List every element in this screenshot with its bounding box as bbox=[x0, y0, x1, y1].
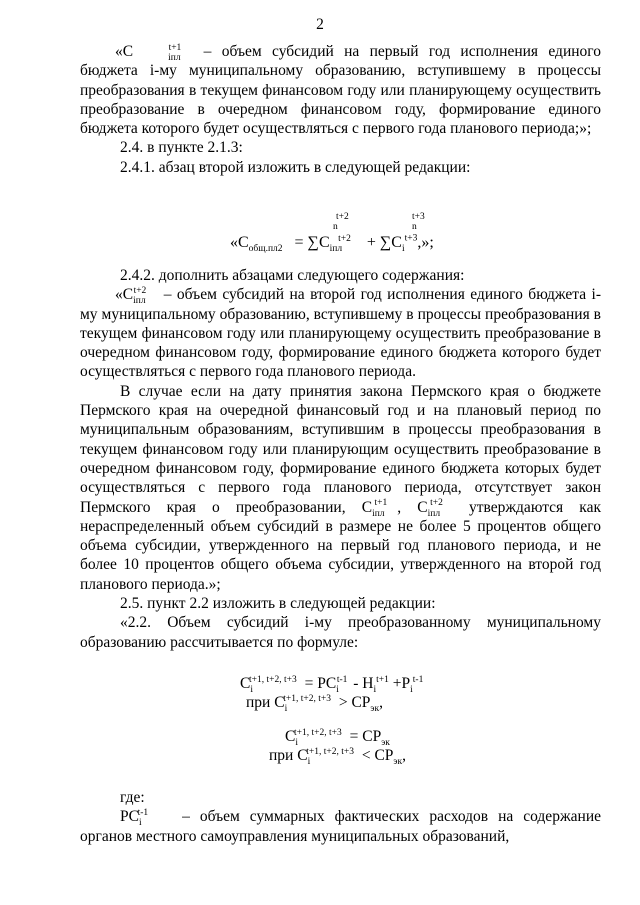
text: В случае если на дату принятия закона Пермского края о бюджете Пермского края на очередной финансовый год и на плановый период по муниципальным образованиям, вступившим в процессы преобразования в текущем финансовом году или планирующим осуществить преобразование в очередном финансовом году, формирование единого бюджета которых будет осуществляться с первого года планового периода, отсутствует закон Пермского края о преобразовании, C bbox=[80, 382, 601, 516]
text: < CP bbox=[357, 747, 394, 764]
text: = PC bbox=[300, 675, 337, 692]
paragraph-2-4-1: 2.4.1. абзац второй изложить в следующей редакции: bbox=[120, 158, 471, 176]
superscript: t+1, t+2, t+3 bbox=[248, 674, 297, 685]
text: - H bbox=[349, 675, 374, 692]
superscript: t-1 bbox=[137, 808, 149, 819]
paragraph-2-5: 2.5. пункт 2.2 изложить в следующей редакции: bbox=[120, 595, 436, 613]
superscript: t+1 bbox=[376, 674, 389, 685]
paragraph-2-4: 2.4. в пункте 2.1.3: bbox=[120, 139, 243, 157]
text: PC bbox=[120, 808, 139, 826]
subscript: iпл bbox=[372, 508, 385, 519]
subscript: эк bbox=[370, 704, 380, 715]
superscript: t+1, t+2, t+3 bbox=[306, 746, 354, 757]
text: = CP bbox=[345, 728, 382, 745]
subscript: iпл bbox=[168, 53, 181, 64]
subscript: i bbox=[284, 704, 288, 715]
subscript: iпл bbox=[133, 296, 146, 307]
sum1-upper: t+2 bbox=[336, 212, 349, 222]
text: «C bbox=[115, 286, 134, 304]
text: при C bbox=[246, 694, 285, 711]
superscript: t+2 bbox=[338, 233, 351, 244]
superscript: t+1, t+2, t+3 bbox=[283, 693, 331, 704]
paragraph-2-2: «2.2. Объем субсидий i-му преобразованному муниципальному образованию рассчитывается по формуле: bbox=[80, 614, 601, 651]
text: +P bbox=[388, 675, 411, 692]
text: ,»; bbox=[417, 234, 434, 251]
text: – объем суммарных фактических расходов на содержание органов местного самоуправления муниципальных образований, bbox=[80, 808, 601, 845]
paragraph-c-t1-definition bbox=[80, 42, 601, 138]
text: , bbox=[379, 694, 383, 711]
subscript: эк bbox=[381, 738, 390, 749]
superscript: t+2 bbox=[430, 498, 443, 509]
formula-sum bbox=[230, 212, 530, 262]
text: > CP bbox=[334, 694, 371, 711]
superscript: t+3 bbox=[404, 233, 418, 244]
sum2-n: n bbox=[412, 222, 417, 232]
subscript: i bbox=[138, 818, 142, 829]
text: , bbox=[402, 747, 406, 764]
subscript: общ.пл2 bbox=[248, 244, 283, 255]
subscript: iпл bbox=[329, 244, 343, 255]
superscript: t-1 bbox=[412, 674, 424, 685]
subscript: i bbox=[336, 685, 339, 696]
text: «С bbox=[230, 234, 249, 251]
subscript: i bbox=[410, 685, 413, 696]
sum2-upper: t+3 bbox=[412, 212, 425, 222]
text: C bbox=[240, 675, 251, 692]
text: = ∑С bbox=[294, 234, 330, 251]
subscript: i bbox=[373, 685, 377, 696]
document-body bbox=[80, 35, 601, 177]
text: – объем субсидий на второй год исполнения единого бюджета i-му муниципальному образованию, вступившему в процессы преобразования в текущем финансовом году или планирующему осуществить преобразование в очередном финансовом году, формирование единого бюджета которого будет осуществляться с первого года планового периода. bbox=[80, 286, 602, 381]
c-t1-symbol bbox=[133, 42, 193, 64]
subscript: i bbox=[307, 757, 311, 768]
paragraph-pc-definition bbox=[80, 807, 601, 846]
page-number: 2 bbox=[316, 16, 324, 33]
formula2-line2 bbox=[240, 693, 423, 715]
subscript: эк bbox=[393, 757, 403, 768]
superscript: t+1 bbox=[168, 42, 182, 53]
text: , C bbox=[397, 498, 428, 516]
paragraph-2-4-2: 2.4.2. дополнить абзацами следующего содержания: bbox=[120, 267, 465, 284]
text: – объем субсидий на первый год исполнения единого бюджета i-му муниципальному образованию, вступившему в процессы преобразования в текущем финансовом году или планирующему осуществить преобразование в очередном финансовом году, формирование единого бюджета которого будет осуществляться с первого года планового периода;»; bbox=[80, 43, 602, 138]
text: + ∑С bbox=[366, 234, 402, 251]
text: при C bbox=[269, 747, 308, 764]
text: C bbox=[285, 728, 296, 745]
superscript: t+2 bbox=[133, 286, 147, 297]
document-body-2 bbox=[80, 266, 601, 652]
text: «C bbox=[115, 43, 134, 60]
formula-subsidy bbox=[240, 674, 424, 768]
formula1-line bbox=[230, 233, 434, 255]
superscript: t-1 bbox=[336, 674, 348, 685]
paragraph-c-t2-definition bbox=[80, 285, 601, 381]
superscript: t+1 bbox=[374, 498, 388, 509]
subscript: i bbox=[401, 244, 405, 255]
formula2-line1 bbox=[240, 674, 424, 696]
document-body-3 bbox=[80, 788, 601, 846]
text: утверждаются как нераспределенный объем субсидий в размере не более 5 процентов общего объема субсидии, утвержденного на первый год планового периода, и не более 10 процентов общего объема субсидии, утвержденного на второй год планового периода.»; bbox=[80, 498, 601, 593]
subscript: iпл bbox=[427, 508, 441, 519]
paragraph-where: где: bbox=[120, 789, 145, 806]
sum1-n: n bbox=[333, 222, 338, 232]
formula2-line3 bbox=[240, 727, 423, 749]
subscript: i bbox=[295, 738, 298, 749]
formula2-line4 bbox=[240, 746, 423, 768]
paragraph-case bbox=[80, 382, 601, 594]
superscript: t+1, t+2, t+3 bbox=[293, 727, 342, 738]
subscript: i bbox=[250, 685, 253, 696]
